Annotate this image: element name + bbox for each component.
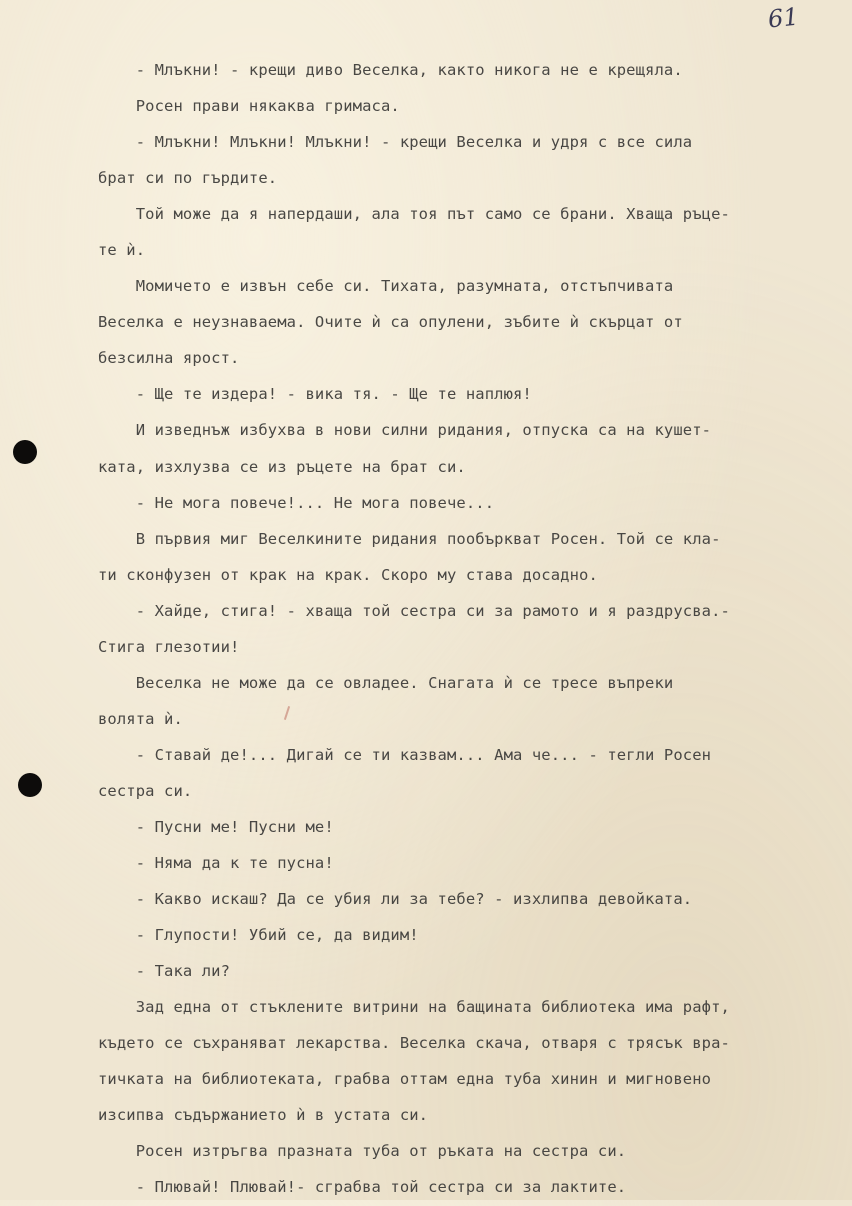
text-line: - Ще те издера! - вика тя. - Ще те наплюя! <box>98 385 532 404</box>
text-line: Росен прави някаква гримаса. <box>98 97 400 116</box>
text-line: - Глупости! Убий се, да видим! <box>98 926 419 945</box>
text-line: Росен изтръгва празната туба от ръката на сестра си. <box>98 1142 627 1161</box>
text-line: - Хайде, стига! - хваща той сестра си за рамото и я раздрусва.- <box>98 601 730 620</box>
text-line: - Ставай де!... Дигай се ти казвам... Ама че... - тегли Росен <box>98 745 712 764</box>
text-line: Стига глезотии! <box>98 637 240 656</box>
text-line: - Млъкни! Млъкни! Млъкни! - крещи Веселка и удря с все сила <box>98 133 693 152</box>
text-line: изсипва съдържанието ѝ в устата си. <box>98 1106 429 1125</box>
text-line: - Не мога повече!... Не мога повече... <box>98 493 495 512</box>
binder-hole-bottom <box>18 773 42 797</box>
text-line: - Няма да к те пусна! <box>98 854 334 873</box>
text-line: Веселка не може да се овладее. Снагата ѝ се тресе въпреки <box>98 673 674 692</box>
text-line: ката, изхлузва се из ръцете на брат си. <box>98 457 466 476</box>
text-line: И изведнъж избухва в нови силни ридания, отпуска са на кушет- <box>98 421 712 440</box>
text-line: В първия миг Веселкините ридания пообъркват Росен. Той се кла- <box>98 529 721 548</box>
text-line: където се съхраняват лекарства. Веселка скача, отваря с трясък вра- <box>98 1034 730 1053</box>
text-line: те ѝ. <box>98 241 146 260</box>
typewritten-text-body <box>98 52 828 1206</box>
text-line: - Така ли? <box>98 962 231 981</box>
text-line: сестра си. <box>98 781 193 800</box>
binder-hole-top <box>13 440 37 464</box>
page-number: 61 <box>766 2 800 34</box>
text-line: ти сконфузен от крак на крак. Скоро му става досадно. <box>98 565 598 584</box>
text-line: Веселка е неузнаваема. Очите ѝ са опулени, зъбите ѝ скърцат от <box>98 313 683 332</box>
text-line: Зад една от стъклените витрини на бащината библиотека има рафт, <box>98 998 730 1017</box>
text-line: Той може да я напердаши, ала тоя път само се брани. Хваща ръце- <box>98 205 730 224</box>
text-line: - Какво искаш? Да се убия ли за тебе? - изхлипва девойката. <box>98 890 693 909</box>
text-line: Момичето е извън себе си. Тихата, разумната, отстъпчивата <box>98 277 674 296</box>
text-line: безсилна ярост. <box>98 349 240 368</box>
text-line: брат си по гърдите. <box>98 169 278 188</box>
text-line: - Млъкни! - крещи диво Веселка, както никога не е крещяла. <box>98 61 683 79</box>
text-line: волята ѝ. <box>98 709 183 728</box>
text-line: - Плювай! Плювай!- сграбва той сестра си за лактите. <box>98 1178 627 1197</box>
text-line: - Пусни ме! Пусни ме! <box>98 817 334 836</box>
text-line: тичката на библиотеката, грабва оттам една туба хинин и мигновено <box>98 1070 712 1089</box>
